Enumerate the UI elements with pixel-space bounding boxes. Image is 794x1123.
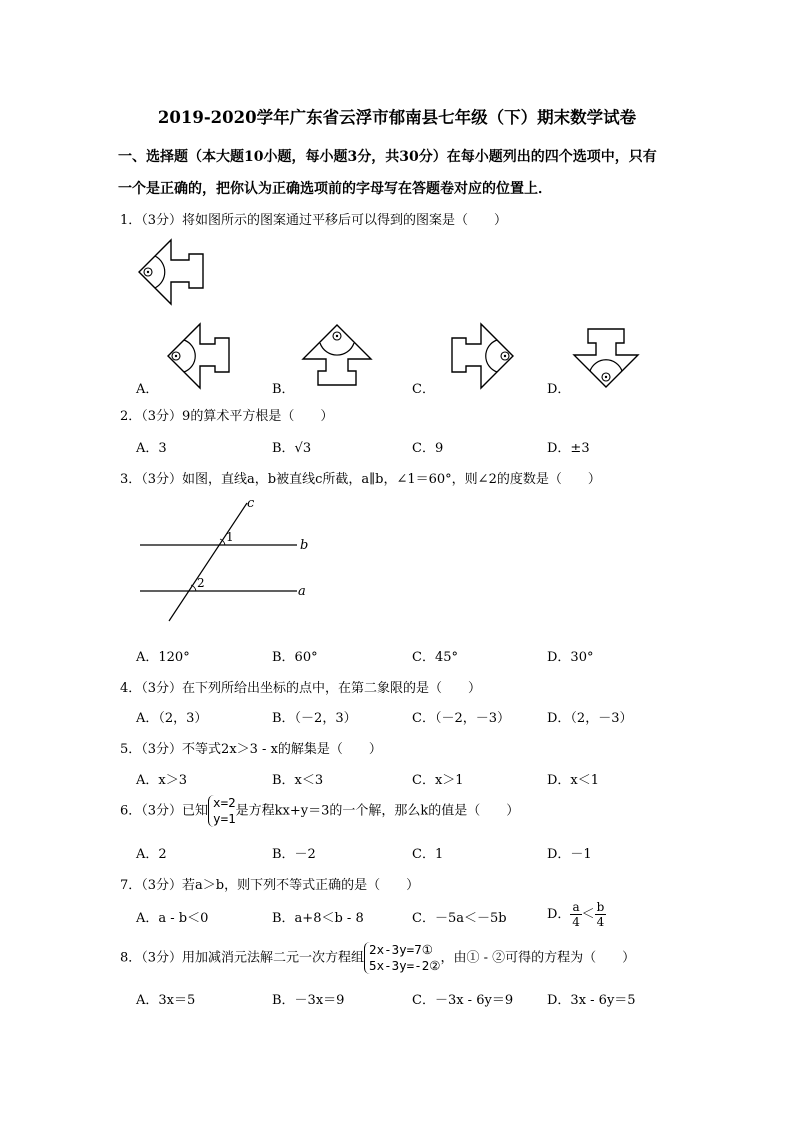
q6-eq-2: y=1	[213, 811, 236, 826]
page-title: 2019-2020学年广东省云浮市郁南县七年级（下）期末数学试卷	[157, 108, 637, 127]
q1-option-a-figure	[165, 320, 235, 390]
q6-option-d: D．－1	[547, 847, 592, 862]
q7-frac-rel: ＜	[581, 907, 595, 922]
q3-option-d: D．30°	[547, 650, 594, 665]
q1-option-d-figure	[570, 323, 642, 389]
q8-stem-pre: 8．（3分）用加减消元法解二元一次方程组	[120, 950, 365, 966]
q4-option-a: A．（2，3）	[136, 711, 208, 726]
q3-parallel-lines-figure	[135, 495, 320, 630]
question-8-stem	[120, 942, 635, 974]
q4-option-d: D．（2，－3）	[547, 711, 633, 726]
section-heading-line2: 一个是正确的，把你认为正确选项前的字母写在答题卷对应的位置上．	[118, 181, 552, 197]
q7-frac-left-den: 4	[572, 915, 580, 929]
q8-eq-1: 2x-3y=7①	[369, 942, 433, 957]
q6-option-b: B．－2	[272, 847, 316, 862]
q5-option-d: D．x＜1	[547, 773, 600, 788]
q2-option-a: A．3	[136, 441, 167, 456]
q6-option-a: A．2	[136, 847, 167, 862]
q8-option-c: C．－3x - 6y＝9	[412, 993, 514, 1008]
q7-option-a: A．a - b＜0	[136, 911, 209, 926]
q8-option-d: D．3x - 6y＝5	[547, 993, 636, 1008]
q8-equation-system	[364, 942, 440, 974]
q3-option-a: A．120°	[136, 650, 190, 665]
q1-option-d: D．	[547, 382, 571, 397]
q5-option-b: B．x＜3	[272, 773, 324, 788]
q8-option-b: B．－3x＝9	[272, 993, 345, 1008]
q6-stem-post: 是方程kx+y＝3的一个解，那么k的值是（ ）	[235, 803, 520, 819]
q7-frac-right-num: b	[596, 900, 605, 914]
q2-option-d: D．±3	[547, 441, 590, 456]
q3-option-b: B．60°	[272, 650, 318, 665]
question-1-stem: 1．（3分）将如图所示的图案通过平移后可以得到的图案是（ ）	[120, 213, 508, 228]
label-angle-1: 1	[226, 530, 234, 544]
q7-frac-left-num: a	[572, 900, 580, 914]
q1-option-b-figure	[298, 323, 376, 389]
section-heading-line1: 一、选择题（本大题10小题，每小题3分，共30分）在每小题列出的四个选项中，只有	[118, 149, 657, 165]
question-7-stem: 7．（3分）若a＞b，则下列不等式正确的是（ ）	[120, 878, 420, 893]
q7-option-d	[547, 900, 606, 929]
q3-option-c: C．45°	[412, 650, 458, 665]
q1-option-c: C．	[412, 382, 435, 397]
q2-option-c: C．9	[412, 441, 444, 456]
question-2-stem: 2．（3分）9的算术平方根是（ ）	[120, 409, 334, 424]
q4-option-c: C．（－2，－3）	[412, 711, 510, 726]
q6-eq-1: x=2	[213, 795, 236, 810]
q6-option-c: C．1	[412, 847, 444, 862]
q7-option-d-label: D．	[547, 907, 571, 922]
q7-frac-right	[595, 900, 607, 929]
q6-stem-pre: 6．（3分）已知	[120, 803, 209, 819]
q5-option-a: A．x＞3	[136, 773, 187, 788]
label-a: a	[298, 584, 306, 599]
label-angle-2: 2	[197, 576, 205, 590]
q1-option-b: B．	[272, 382, 295, 397]
q8-eq-2: 5x-3y=-2②	[369, 958, 441, 973]
q5-option-c: C．x＞1	[412, 773, 464, 788]
question-5-stem: 5．（3分）不等式2x＞3 - x的解集是（ ）	[120, 742, 382, 757]
q1-option-a: A．	[136, 382, 159, 397]
q1-option-c-figure	[446, 320, 516, 390]
q1-given-figure	[135, 238, 210, 310]
q4-option-b: B．（－2，3）	[272, 711, 357, 726]
question-6-stem	[120, 795, 519, 827]
q7-option-b: B．a+8＜b - 8	[272, 911, 364, 926]
q8-option-a: A．3x＝5	[136, 993, 196, 1008]
q6-equation-system	[208, 795, 236, 827]
label-c: c	[247, 496, 255, 511]
question-3-stem: 3．（3分）如图，直线a，b被直线c所截，a∥b，∠1＝60°，则∠2的度数是（ ）	[120, 472, 601, 487]
question-4-stem: 4．（3分）在下列所给出坐标的点中，在第二象限的是（ ）	[120, 681, 482, 696]
q8-stem-post: ，由① - ②可得的方程为（ ）	[440, 950, 636, 966]
q2-option-b: B．√3	[272, 441, 312, 456]
q7-option-c: C．－5a＜－5b	[412, 911, 507, 926]
q7-frac-right-den: 4	[596, 915, 605, 929]
label-b: b	[300, 538, 309, 553]
q7-frac-left	[570, 900, 581, 929]
